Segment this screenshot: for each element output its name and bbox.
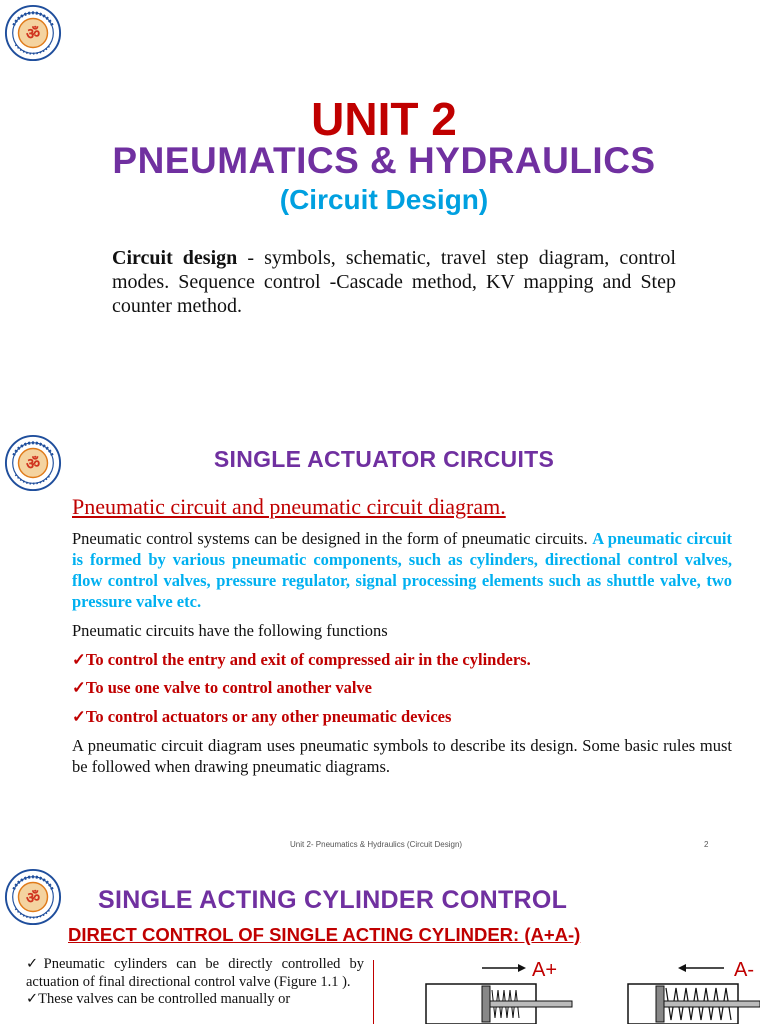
bullet-item: ✓Pneumatic cylinders can be directly controlled by actuation of final directional control valve (Figure 1.1 ). bbox=[26, 956, 364, 990]
main-title: PNEUMATICS & HYDRAULICS bbox=[112, 140, 656, 181]
slide-subheading: Pneumatic circuit and pneumatic circuit diagram. bbox=[72, 494, 506, 519]
unit-title: UNIT 2 bbox=[311, 93, 457, 145]
label-retract: A- bbox=[734, 959, 754, 981]
function-item: ✓To control the entry and exit of compressed air in the cylinders. bbox=[72, 650, 531, 669]
label-extend: A+ bbox=[532, 959, 558, 981]
slide-heading: SINGLE ACTUATOR CIRCUITS bbox=[213, 446, 555, 472]
cylinder-retract-diagram bbox=[628, 959, 760, 1024]
svg-text:ॐ: ॐ bbox=[25, 24, 41, 43]
slide-subheading: DIRECT CONTROL OF SINGLE ACTING CYLINDER: (A+A-) bbox=[68, 924, 581, 945]
slide-1 bbox=[0, 0, 768, 420]
syllabus-text bbox=[112, 246, 676, 318]
bullet-list bbox=[26, 956, 364, 1009]
svg-text:ॐ: ॐ bbox=[25, 454, 41, 473]
slide-heading: SINGLE ACTING CYLINDER CONTROL bbox=[98, 886, 568, 914]
cylinder-diagrams bbox=[420, 958, 760, 1024]
slide-footer: Unit 2- Pneumatics & Hydraulics (Circuit Design) bbox=[290, 840, 463, 849]
arrow-left-icon bbox=[678, 964, 686, 972]
paragraph-intro-highlight: A pneumatic circuit is formed by various pneumatic components, such as cylinders, directional control valves, flow control valves, pressure regulator, signal processing elements such as shuttle valve, two pressure valve etc. bbox=[72, 529, 732, 611]
slide-2 bbox=[0, 420, 768, 850]
syllabus-body: - symbols, schematic, travel step diagram, control modes. Sequence control -Cascade method, KV mapping and Step counter method. bbox=[112, 247, 676, 317]
paragraph-intro-plain: Pneumatic control systems can be designed in the form of pneumatic circuits. bbox=[72, 529, 593, 548]
paragraph-functions: Pneumatic circuits have the following functions bbox=[72, 621, 388, 640]
paragraph-diagram-rules: A pneumatic circuit diagram uses pneumatic symbols to describe its design. Some basic rules must be followed when drawing pneumatic diagrams. bbox=[72, 736, 732, 776]
svg-text:ॐ: ॐ bbox=[25, 888, 41, 907]
syllabus-bold: Circuit design bbox=[112, 247, 238, 269]
divider-line bbox=[373, 960, 374, 1024]
bullet-item: ✓These valves can be controlled manually or bbox=[26, 991, 291, 1007]
paragraph-intro bbox=[72, 528, 732, 612]
function-item: ✓To use one valve to control another valve bbox=[72, 678, 372, 697]
page-number: 2 bbox=[704, 840, 709, 849]
slide-3 bbox=[0, 850, 768, 1024]
college-logo-icon bbox=[4, 868, 62, 926]
cylinder-extend-diagram bbox=[426, 959, 572, 1024]
sub-title: (Circuit Design) bbox=[279, 184, 489, 215]
function-item: ✓To control actuators or any other pneumatic devices bbox=[72, 707, 452, 726]
college-logo-icon bbox=[4, 4, 62, 62]
